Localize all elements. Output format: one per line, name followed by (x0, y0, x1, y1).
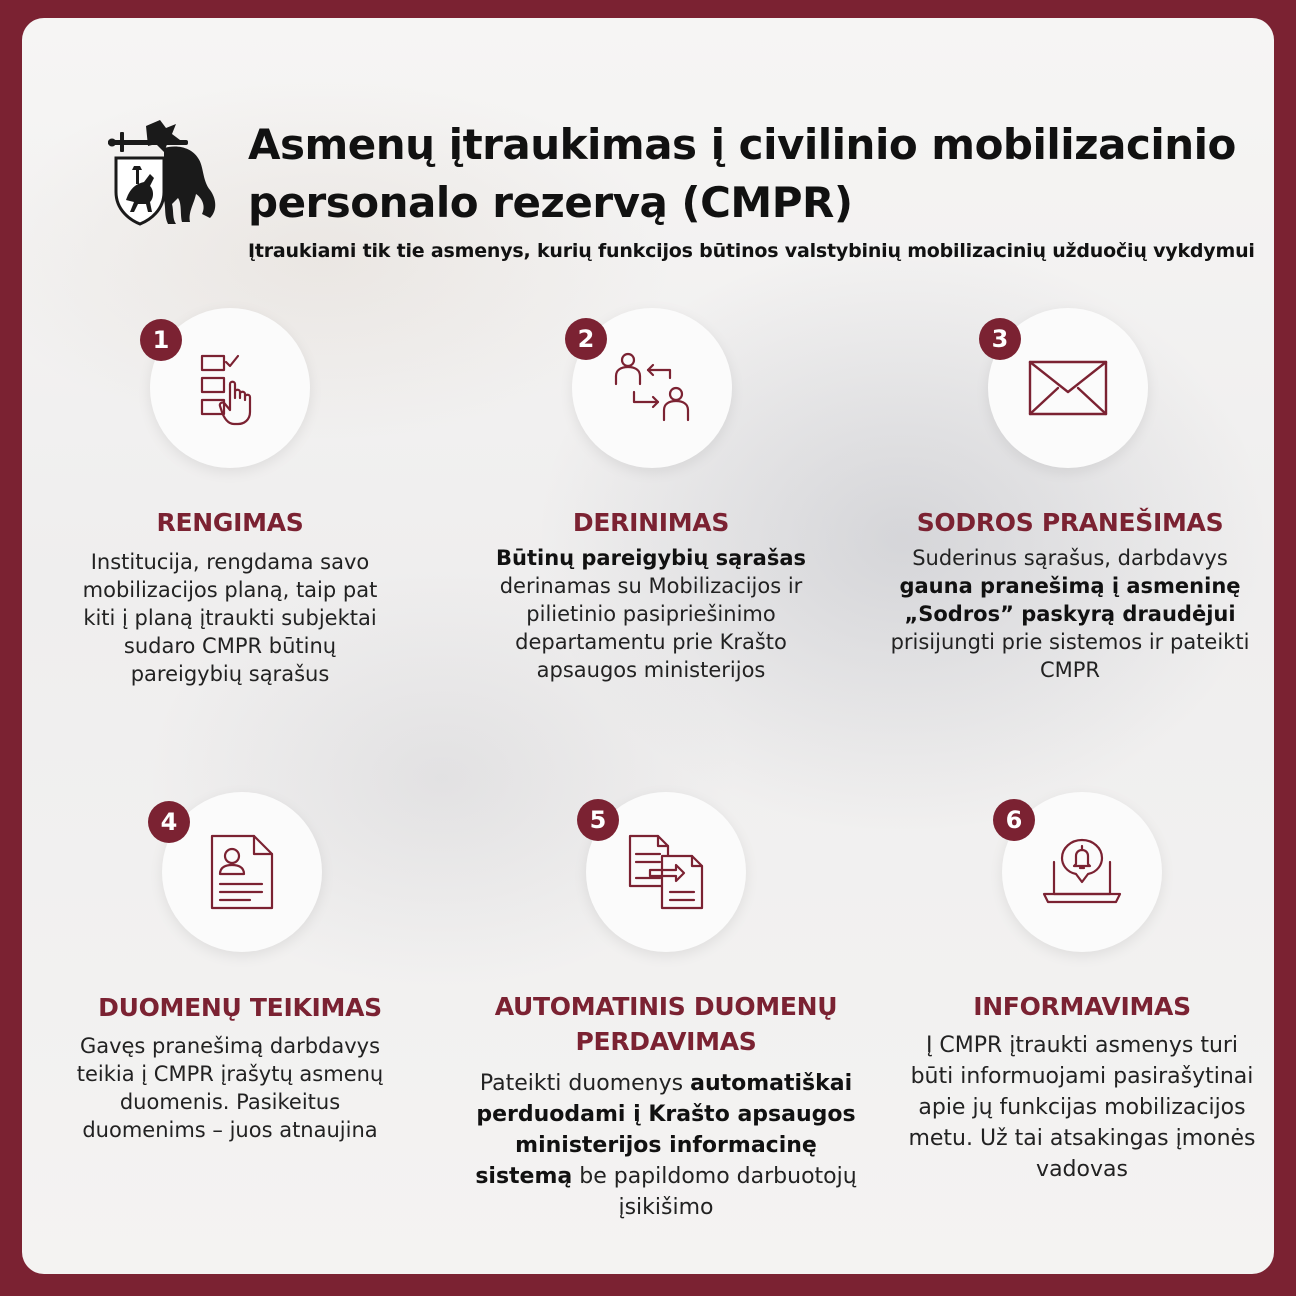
step-number-badge: 6 (993, 799, 1035, 841)
description-text: Gavęs pranešimą darbdavys teikia į CMPR įrašytų asmenų duomenis. Pasikeitus duomenims – juos atnaujina (76, 1034, 384, 1142)
description-text: derinamas su Mobilizacijos ir pilietinio pasipriešinimo departamentu prie Krašto apsaugos ministerijos (499, 574, 803, 682)
page-subtitle: Įtraukiami tik tie asmenys, kurių funkcijos būtinos valstybinių mobilizacinių užduočių vykdymui (248, 240, 1255, 262)
document-transfer-icon (626, 832, 706, 912)
envelope-icon (1028, 348, 1108, 428)
step-heading: DUOMENŲ TEIKIMAS (98, 993, 382, 1022)
step-number-badge: 5 (577, 799, 619, 841)
checklist-hand-icon (190, 348, 270, 428)
step-heading: AUTOMATINIS DUOMENŲ PERDAVIMAS (494, 992, 838, 1056)
step-number-badge: 3 (979, 318, 1021, 360)
description-text: be papildomo darbuotojų įsikišimo (572, 1164, 857, 1220)
description-text: Institucija, rengdama savo mobilizacijos planą, taip pat kiti į planą įtraukti subjektai sudaro CMPR būtinų pareigybių sąrašus (82, 550, 378, 686)
emphasized-text: automatiškai perduodami į Krašto apsaugos ministerijos informacinę sistemą (475, 1071, 856, 1189)
knight-coat-of-arms-logo (106, 118, 222, 230)
profile-document-icon (202, 832, 282, 912)
step-heading: INFORMAVIMAS (973, 992, 1191, 1021)
page-title: Asmenų įtraukimas į civilinio mobilizacinio personalo rezervą (CMPR) (248, 120, 1236, 227)
emphasized-text: Būtinų pareigybių sąrašas (496, 546, 806, 570)
step-description (70, 548, 390, 688)
emphasized-text: gauna pranešimą į asmeninę „Sodros” paskyrą draudėjui (899, 574, 1241, 626)
step-heading: RENGIMAS (156, 508, 304, 537)
laptop-notification-icon (1042, 832, 1122, 912)
people-exchange-icon (612, 348, 692, 428)
step-description (70, 1032, 390, 1144)
step-description (471, 1068, 861, 1223)
step-description (481, 544, 821, 684)
step-description (890, 544, 1250, 684)
step-heading: SODROS PRANEŠIMAS (916, 508, 1224, 537)
description-text: Suderinus sąrašus, darbdavys (912, 546, 1228, 570)
infographic-card (22, 18, 1274, 1274)
step-number-badge: 1 (140, 319, 182, 361)
description-text: Į CMPR įtraukti asmenys turi būti informuojami pasirašytinai apie jų funkcijas mobilizacijos metu. Už tai atsakingas įmonės vadovas (908, 1033, 1256, 1182)
step-description (902, 1030, 1262, 1185)
description-text: prisijungti prie sistemos ir pateikti CMPR (890, 630, 1250, 682)
description-text: Pateikti duomenys (479, 1071, 691, 1096)
step-number-badge: 2 (565, 318, 607, 360)
step-heading: DERINIMAS (572, 508, 730, 537)
step-number-badge: 4 (148, 801, 190, 843)
